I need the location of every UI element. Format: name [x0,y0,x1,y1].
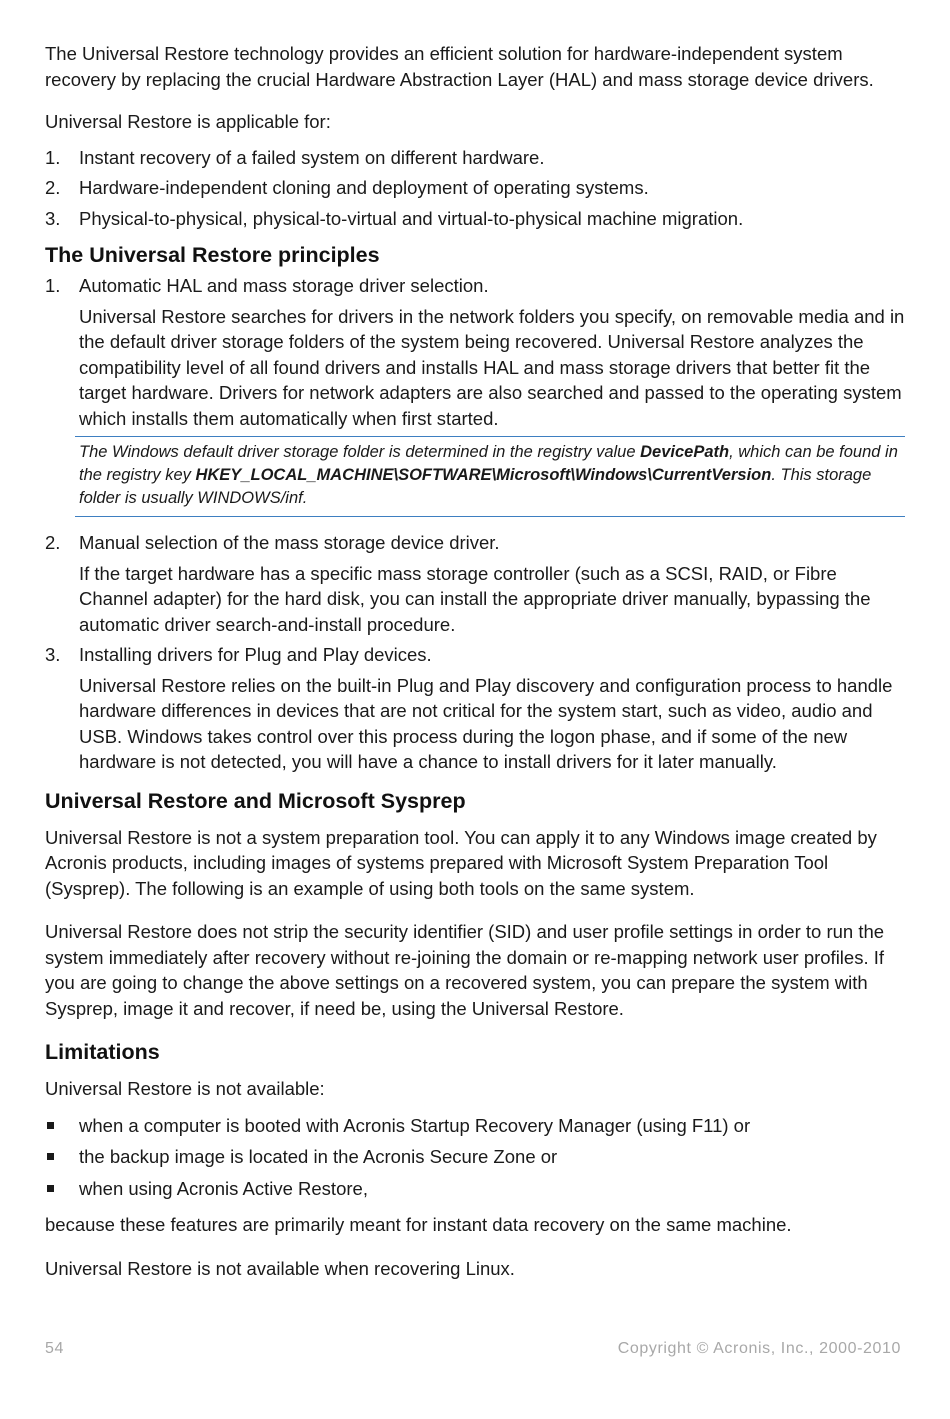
bullet-icon [47,1122,54,1129]
principle-body: If the target hardware has a specific mass storage controller (such as a SCSI, RAID, or Fibre Channel adapter) for the hard disk, you can install the appropriate driver manually, bypassing the automatic driver search-and-install procedure. [79,562,871,635]
limitations-paragraph: Universal Restore is not available when recovering Linux. [45,1257,515,1279]
limitations-paragraph: because these features are primarily meant for instant data recovery on the same machine. [45,1214,792,1235]
document-page [45,41,905,1281]
registry-note: The Windows default driver storage folder is determined in the registry value DevicePath, which can be found in the registry key HKEY_LOCAL_MACHINE\SOFTWARE\Microsoft\Windows\CurrentVersion. This storage folder is usually WINDOWS/inf. [75,436,905,517]
limitations-paragraph: Universal Restore is not available: [45,1078,325,1099]
applicable-list [45,145,905,232]
applicable-for-paragraph: Universal Restore is applicable for: [45,111,331,132]
principle-title: 2. Manual selection of the mass storage device driver. [45,532,500,553]
limitations-heading: Limitations [45,1040,160,1064]
principles-heading: The Universal Restore principles [45,243,380,267]
list-item: the backup image is located in the Acronis Secure Zone or [45,1144,905,1170]
principle-body: Universal Restore searches for drivers in the network folders you specify, on removable media and in the default driver storage folders of the system being recovered. Universal Restore analyzes the compatibility level of all found drivers and installs HAL and mass storage drivers that better fit the target hardware. Drivers for network adapters are also searched and passed to the operating system which installs them automatically when first started. [79,305,905,429]
list-item: when a computer is booted with Acronis Startup Recovery Manager (using F11) or [45,1113,905,1139]
list-item [45,273,905,517]
principle-title: 1. Automatic HAL and mass storage driver selection. [45,275,489,296]
sysprep-heading: Universal Restore and Microsoft Sysprep [45,788,466,813]
list-item: 1. Instant recovery of a failed system on different hardware. [45,146,545,168]
sysprep-paragraph: Universal Restore does not strip the security identifier (SID) and user profile settings in order to run the system immediately after recovery without re-joining the domain or re-mapping network user profiles. If you are going to change the above settings on a recovered system, you can prepare the system with Sysprep, image it and recover, if need be, using the Universal Restore. [45,921,885,1019]
bullet-icon [47,1153,54,1160]
bullet-icon [47,1185,54,1192]
copyright-text: Copyright © Acronis, Inc., 2000-2010 [617,1340,901,1357]
principle-body: Universal Restore relies on the built-in Plug and Play discovery and configuration process to handle hardware differences in devices that are not critical for the system start, such as video, audio and USB. Windows takes control over this process during the logon phase, and if some of the new hardware is not detected, you will have a chance to install drivers for it later manually. [79,674,893,772]
list-item [45,530,905,637]
list-item: 3. Physical-to-physical, physical-to-virtual and virtual-to-physical machine migration. [45,207,744,229]
sysprep-paragraph: Universal Restore is not a system preparation tool. You can apply it to any Windows image created by Acronis products, including images of systems prepared with Microsoft System Preparation Tool (Sysprep). The following is an example of using both tools on the same system. [45,826,877,899]
principle-title: 3. Installing drivers for Plug and Play devices. [45,644,432,665]
page-number: 54 [45,1340,64,1357]
list-item [45,642,905,775]
principles-list [45,273,905,775]
limitations-list [45,1113,905,1202]
list-item: 2. Hardware-independent cloning and deployment of operating systems. [45,177,649,198]
intro-paragraph: The Universal Restore technology provides an efficient solution for hardware-independent system recovery by replacing the crucial Hardware Abstraction Layer (HAL) and mass storage device drivers. [45,43,874,90]
list-item: when using Acronis Active Restore, [45,1176,905,1202]
